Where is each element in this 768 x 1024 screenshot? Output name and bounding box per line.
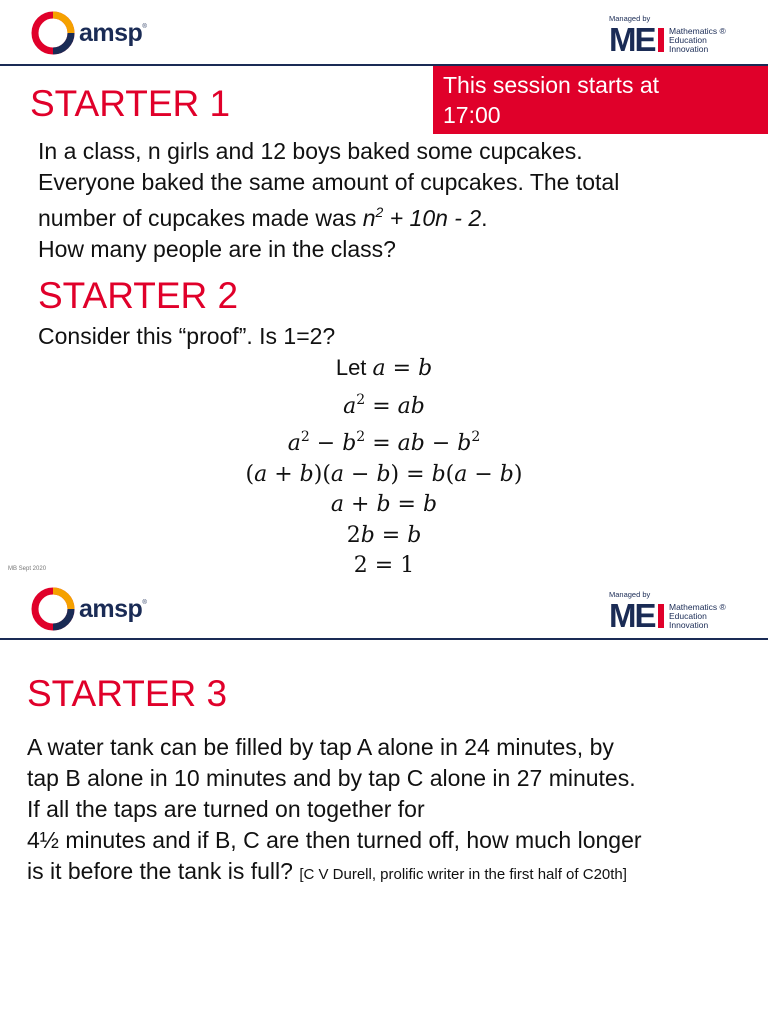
starter-2-intro: Consider this “proof”. Is 1=2?	[38, 323, 336, 349]
mei-wordmark	[609, 22, 664, 58]
starter-2-title: STARTER 2	[38, 275, 239, 316]
mei-logo	[609, 14, 749, 60]
amsp-mark-icon	[30, 586, 76, 632]
mei-wordmark-2	[609, 598, 664, 634]
proof-line-4: (a + b)(a − b) = b(a − b)	[245, 461, 523, 487]
proof-line-3: $a^2 - b^2$ = ab − $b^2$	[287, 429, 481, 456]
mei-letters: ME	[609, 21, 655, 58]
amsp-logo	[30, 10, 147, 56]
starter-1-line-4: How many people are in the class?	[38, 235, 396, 262]
expr-rest: + 10n - 2	[383, 205, 482, 231]
mei-subtitle	[669, 27, 726, 54]
slide-2	[0, 582, 768, 1024]
amsp-mark-icon	[30, 10, 76, 56]
mei-subtitle-2	[669, 603, 726, 630]
starter-1-line-3	[38, 197, 619, 234]
starter-3-question	[27, 732, 642, 890]
mei-sub-line-2: Education	[669, 611, 707, 621]
mei-sub-line-3: Innovation	[669, 620, 709, 630]
mei-sub-line-2: Education	[669, 35, 707, 45]
starter-1-question	[38, 136, 619, 264]
starter-3-line-5	[27, 856, 642, 890]
mei-logo-2	[609, 590, 749, 636]
expr-base: n	[362, 205, 376, 231]
expr-period: .	[481, 205, 488, 231]
starter-1-line-1: In a class, n girls and 12 boys baked some cupcakes.	[38, 138, 583, 164]
slide-footer-note: MB Sept 2020	[8, 566, 47, 572]
mei-sub-line-3: Innovation	[669, 44, 709, 54]
mei-sub-line-1: Mathematics ®	[669, 26, 726, 36]
starter-1-line-3-text: number of cupcakes made was	[38, 205, 363, 231]
mei-bar-2	[658, 604, 664, 628]
proof-line-7: 2 = 1	[353, 553, 415, 578]
proof-let-word: Let	[335, 355, 373, 380]
mei-sub-line-1: Mathematics ®	[669, 602, 726, 612]
proof-block	[0, 353, 768, 582]
mei-bar	[658, 28, 664, 52]
session-banner-line-1: This session starts at	[443, 72, 660, 98]
proof-line-6: 2b = b	[346, 522, 422, 548]
mei-managed-by: Managed by	[609, 14, 651, 23]
starter-1-title: STARTER 1	[30, 83, 231, 124]
amsp-wordmark: amsp	[79, 18, 143, 47]
session-start-banner	[433, 66, 768, 134]
proof-line-1	[0, 353, 768, 385]
starter-3-line-1: A water tank can be filled by tap A alone in 24 minutes, by	[27, 734, 614, 760]
starter-1-line-2: Everyone baked the same amount of cupcakes. The total	[38, 168, 620, 195]
header-divider-2	[0, 638, 768, 640]
starter-3-line-2: tap B alone in 10 minutes and by tap C alone in 27 minutes.	[27, 765, 636, 791]
amsp-registered-mark: ®	[142, 24, 147, 30]
proof-line-2: $a^2$ = ab	[343, 391, 425, 419]
amsp-logo-2	[30, 586, 147, 632]
source-reference: [C V Durell, prolific writer in the first half of C20th]	[299, 866, 627, 883]
mei-managed-by-2: Managed by	[609, 590, 651, 599]
amsp-wordmark-2: amsp	[79, 594, 143, 623]
proof-eq-1: a = b	[372, 356, 433, 381]
mei-letters-2: ME	[609, 597, 655, 634]
expr-exponent: 2	[375, 204, 384, 220]
starter-3-line-4: 4½ minutes and if B, C are then turned off, how much longer	[27, 827, 642, 853]
starter-3-title: STARTER 3	[27, 673, 228, 714]
starter-3-line-5-text: is it before the tank is full?	[27, 858, 300, 884]
proof-line-5: a + b = b	[330, 492, 438, 517]
starter-3-line-3: If all the taps are turned on together for	[27, 796, 425, 822]
session-banner-time: 17:00	[443, 102, 501, 128]
amsp-registered-mark-2: ®	[142, 600, 147, 606]
